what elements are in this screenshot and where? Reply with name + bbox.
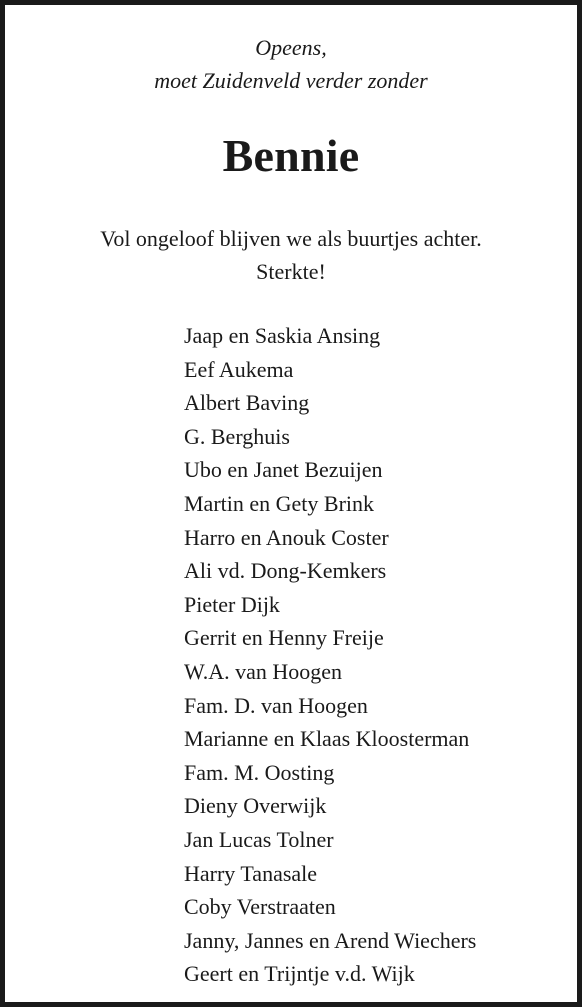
signatory-item: Gerrit en Henny Freije xyxy=(184,625,384,651)
deceased-name: Bennie xyxy=(222,130,360,181)
signatory-item: Pieter Dijk xyxy=(184,591,280,617)
signatory-item: Jan Lucas Tolner xyxy=(184,826,334,852)
intro-line-2: moet Zuidenveld verder zonder xyxy=(154,68,428,93)
signatory-item: Ali vd. Dong-Kemkers xyxy=(184,558,387,584)
signatory-item: Marianne en Klaas Kloosterman xyxy=(184,726,470,752)
signatory-item: Harro en Anouk Coster xyxy=(184,524,389,550)
condolence-message xyxy=(10,222,572,288)
signatory-item: Dieny Overwijk xyxy=(184,793,327,819)
signatory-item: Harry Tanasale xyxy=(184,860,318,886)
signatory-item: Ubo en Janet Bezuijen xyxy=(184,457,383,483)
signatory-item: Jaap en Saskia Ansing xyxy=(184,323,381,348)
signatory-item: Fam. M. Oosting xyxy=(184,759,335,785)
signatory-item: Albert Baving xyxy=(184,390,310,416)
signatory-item: G. Berghuis xyxy=(184,423,290,449)
signatory-item: Geert en Trijntje v.d. Wijk xyxy=(184,961,415,987)
message-line-2: Sterkte! xyxy=(256,259,326,284)
signatory-item: W.A. van Hoogen xyxy=(184,658,343,684)
signatory-item: Eef Aukema xyxy=(184,356,294,382)
signatory-list xyxy=(184,319,476,991)
signatory-item: Janny, Jannes en Arend Wiechers xyxy=(184,927,477,953)
signatory-item: Coby Verstraaten xyxy=(184,894,336,920)
signatory-item: Martin en Gety Brink xyxy=(184,490,375,516)
intro-line-1: Opeens, xyxy=(255,35,327,60)
intro-text xyxy=(10,31,572,97)
signatory-item: Fam. D. van Hoogen xyxy=(184,692,368,718)
message-line-1: Vol ongeloof blijven we als buurtjes achter. xyxy=(100,226,482,251)
